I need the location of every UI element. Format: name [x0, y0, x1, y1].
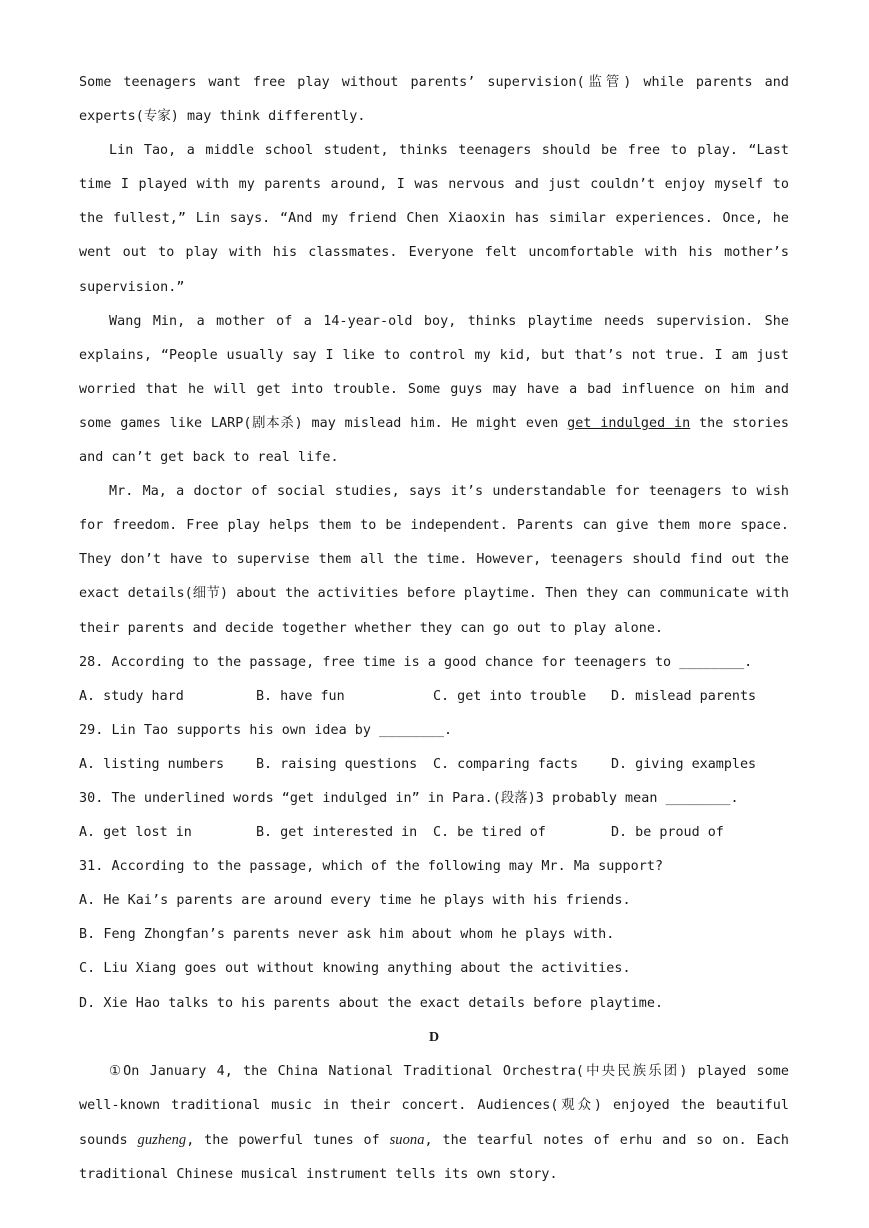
option-b: B. have fun: [256, 688, 345, 704]
question-30-options: [79, 816, 789, 850]
section-d-paragraph-1: [79, 1055, 789, 1192]
exam-page: [79, 66, 789, 1192]
question-31-stem: 31. According to the passage, which of the following may Mr. Ma support?: [79, 859, 664, 875]
question-31-option-b: B. Feng Zhongfan’s parents never ask him about whom he plays with.: [79, 927, 615, 943]
section-d-text-2: , the powerful tunes of: [186, 1132, 390, 1148]
question-28-stem: 28. According to the passage, free time is a good chance for teenagers to ________.: [79, 654, 753, 670]
option-b: B. raising questions: [256, 756, 418, 772]
option-c: C. get into trouble: [433, 688, 587, 704]
option-d: D. giving examples: [611, 756, 757, 772]
option-c: C. be tired of: [433, 825, 546, 841]
question-31-option-a: A. He Kai’s parents are around every time he plays with his friends.: [79, 893, 631, 909]
question-29-stem: 29. Lin Tao supports his own idea by ________.: [79, 722, 453, 738]
option-b: B. get interested in: [256, 825, 418, 841]
section-d-heading: D: [428, 1029, 440, 1045]
paragraph-3-text-after: the stories and can’t get back to real life.: [79, 415, 789, 466]
question-30-stem: 30. The underlined words “get indulged in” in Para.(段落)3 probably mean ________.: [79, 790, 739, 806]
option-a: A. study hard: [79, 688, 184, 704]
paragraph-3-text-before: Wang Min, a mother of a 14-year-old boy, thinks playtime needs supervision. She explains, “People usually say I like to control my kid, but that’s not true. I am just worried that he will get into trouble. Some guys may have a bad influence on him and some games like LARP(剧本杀) may mislead him. He might even: [79, 313, 789, 431]
option-a: A. get lost in: [79, 825, 192, 841]
option-a: A. listing numbers: [79, 756, 225, 772]
question-29-options: [79, 748, 789, 782]
section-d-text-3: , the tearful notes of erhu and so on. Each traditional Chinese musical instrument tells its own story.: [79, 1132, 789, 1182]
question-28-options: [79, 680, 789, 714]
option-c: C. comparing facts: [433, 756, 579, 772]
passage-c-paragraph-3: [79, 305, 789, 475]
passage-c-paragraph-1: Some teenagers want free play without parents’ supervision(监管) while parents and experts(专家) may think differently.: [79, 75, 789, 125]
passage-c-paragraph-4: Mr. Ma, a doctor of social studies, says it’s understandable for teenagers to wish for freedom. Free play helps them to be independent. Parents can give them more space. They don’t have to supervise them all the time. However, teenagers should find out the exact details(细节) about the activities before playtime. Then they can communicate with their parents and decide together whether they can go out to play alone.: [79, 484, 789, 636]
option-d: D. mislead parents: [611, 688, 757, 704]
passage-c-paragraph-2: Lin Tao, a middle school student, thinks teenagers should be free to play. “Last time I played with my parents around, I was nervous and just couldn’t enjoy myself to the fullest,” Lin says. “And my friend Chen Xiaoxin has similar experiences. Once, he went out to play with his classmates. Everyone felt uncomfortable with his mother’s supervision.”: [79, 143, 789, 295]
option-d: D. be proud of: [611, 825, 724, 841]
underlined-phrase: get indulged in: [567, 415, 691, 431]
question-31-option-d: D. Xie Hao talks to his parents about the exact details before playtime.: [79, 995, 664, 1011]
suona-word: suona: [389, 1131, 425, 1148]
guzheng-word: guzheng: [137, 1131, 187, 1148]
section-d-text-1: ①On January 4, the China National Traditional Orchestra(中央民族乐团) played some well-known traditional music in their concert. Audiences(观众) enjoyed the beautiful sounds: [79, 1063, 789, 1148]
question-31-option-c: C. Liu Xiang goes out without knowing anything about the activities.: [79, 961, 631, 977]
